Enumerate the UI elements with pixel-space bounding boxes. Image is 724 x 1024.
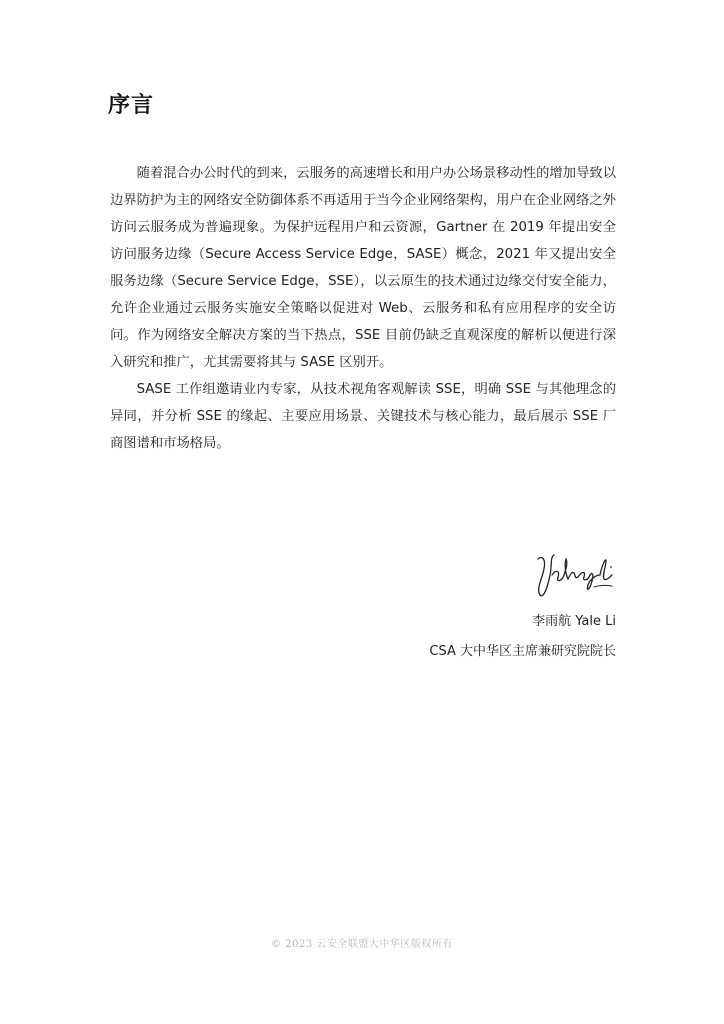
copyright-footer: © 2023 云安全联盟大中华区版权所有 <box>271 939 453 950</box>
paragraph-2: SASE 工作组邀请业内专家，从技术视角客观解读 SSE，明确 SSE 与其他理念的异同，并分析 SSE 的缘起、主要应用场景、关键技术与核心能力，最后展示 SSE 厂商图谱和市场格局。 <box>110 382 616 451</box>
handwritten-signature <box>528 545 618 601</box>
page-title: 序言 <box>108 93 155 118</box>
preface-body <box>110 160 616 457</box>
author-title: CSA 大中华区主席兼研究院院长 <box>429 644 616 659</box>
paragraph-1: 随着混合办公时代的到来，云服务的高速增长和用户办公场景移动性的增加导致以边界防护为主的网络安全防御体系不再适用于当今企业网络架构，用户在企业网络之外访问云服务成为普遍现象。为保护远程用户和云资源，Gartner 在 2019 年提出安全访问服务边缘（Secure Access Service Edge，SASE）概念，2021 年又提出安全服务边缘（Secure Service Edge，SSE），以云原生的技术通过边缘交付安全能力，允许企业通过云服务实施安全策略以促进对 Web、云服务和私有应用程序的安全访问。作为网络安全解决方案的当下热点，SSE 目前仍缺乏直观深度的解析以便进行深入研究和推广，尤其需要将其与 SASE 区别开。 <box>110 166 616 370</box>
author-name: 李雨航 Yale Li <box>532 614 616 629</box>
